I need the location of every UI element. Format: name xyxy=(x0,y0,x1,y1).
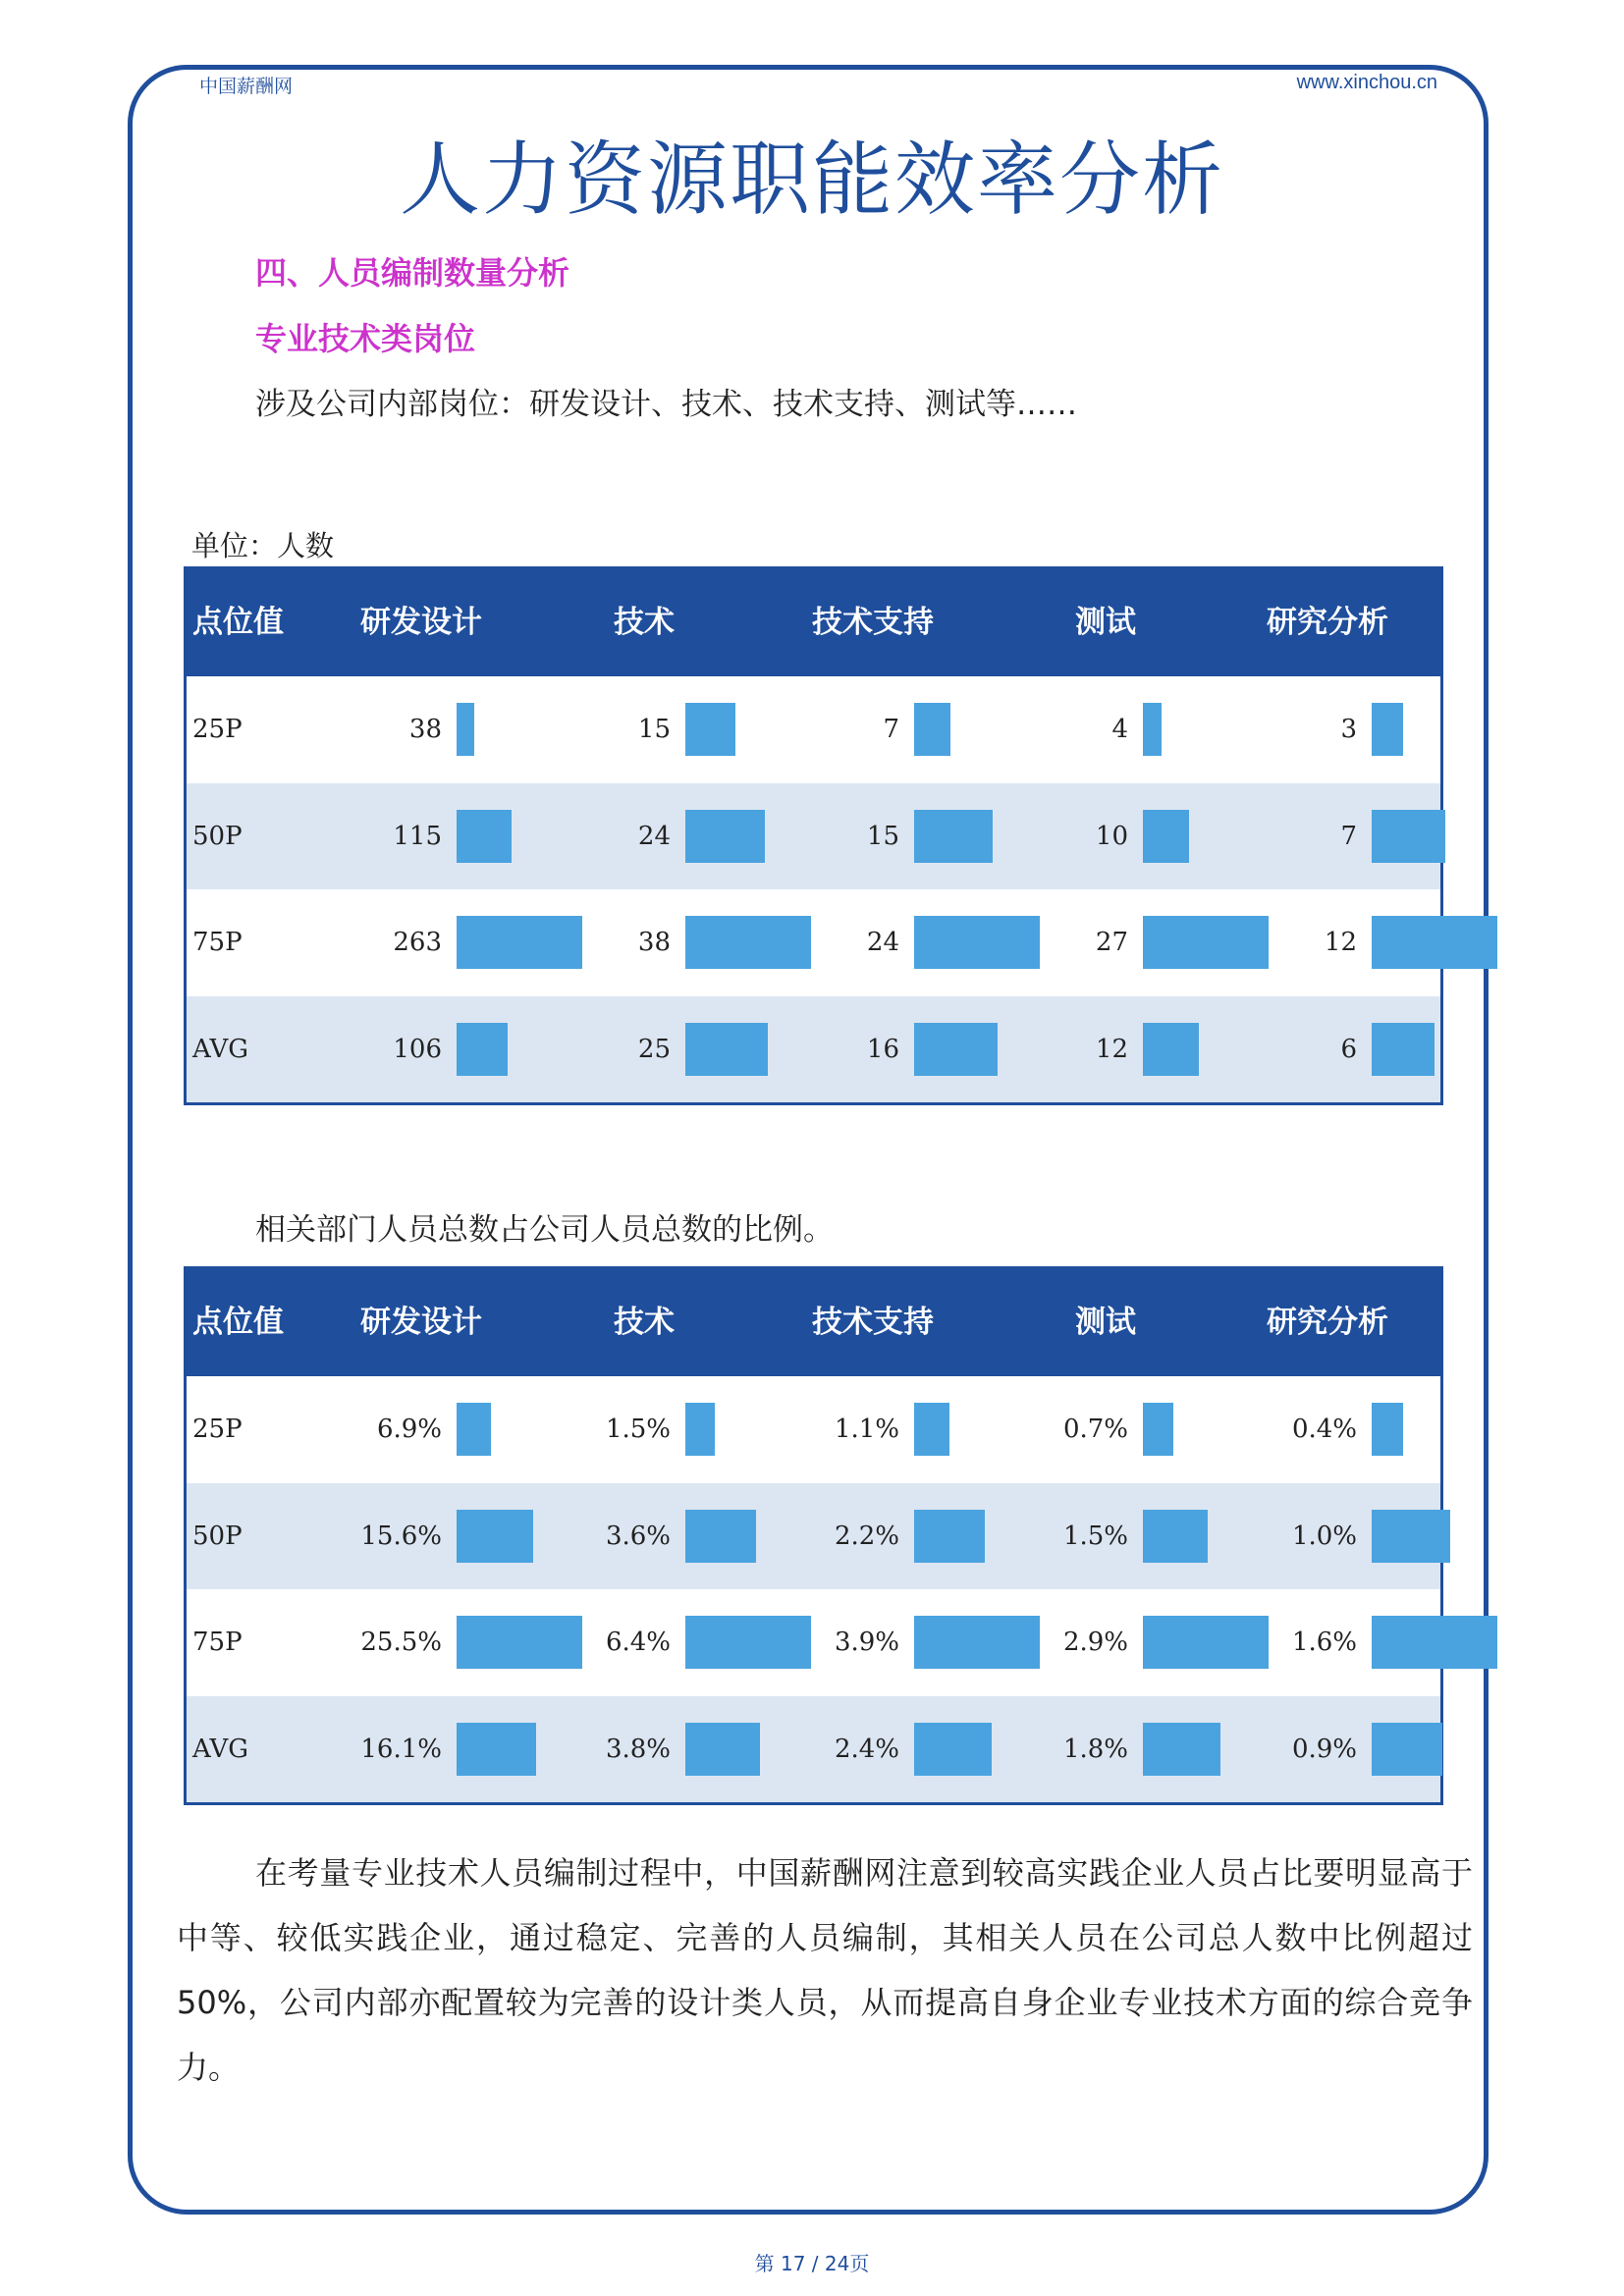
column-header: 技术 xyxy=(614,1305,675,1340)
row-label: AVG xyxy=(192,1734,249,1764)
cell-value: 3 xyxy=(1340,715,1357,744)
data-bar xyxy=(457,1403,491,1456)
cell-value: 24 xyxy=(866,928,899,957)
data-bar xyxy=(685,703,735,756)
header-url[interactable]: www.xinchou.cn xyxy=(1296,72,1437,93)
table-row xyxy=(187,783,1440,890)
column-header: 研究分析 xyxy=(1267,605,1388,640)
data-bar xyxy=(1372,916,1497,969)
cell-value: 0.9% xyxy=(1291,1734,1357,1764)
data-bar xyxy=(685,810,765,863)
data-bar xyxy=(1372,810,1445,863)
column-header: 点位值 xyxy=(192,605,284,640)
column-header: 测试 xyxy=(1075,1305,1136,1340)
table-header xyxy=(187,569,1440,676)
data-bar xyxy=(685,1510,756,1563)
cell-value: 3.9% xyxy=(834,1628,899,1657)
cell-value: 1.5% xyxy=(1062,1521,1128,1551)
cell-value: 106 xyxy=(393,1034,442,1064)
cell-value: 1.5% xyxy=(605,1415,671,1444)
row-label: 75P xyxy=(192,1628,243,1657)
column-header: 技术支持 xyxy=(812,1305,934,1340)
cell-value: 7 xyxy=(1340,821,1357,851)
cell-value: 15 xyxy=(637,715,671,744)
row-label: 25P xyxy=(192,1415,243,1444)
data-bar xyxy=(1143,1023,1199,1076)
page-number: 第 17 / 24页 xyxy=(754,2252,870,2275)
row-label: 75P xyxy=(192,928,243,957)
data-bar xyxy=(914,703,950,756)
column-header: 点位值 xyxy=(192,1305,284,1340)
data-bar xyxy=(914,1510,985,1563)
cell-value: 115 xyxy=(393,821,442,851)
cell-value: 6 xyxy=(1340,1034,1357,1064)
cell-value: 10 xyxy=(1095,821,1128,851)
page-title: 人力资源职能效率分析 xyxy=(399,133,1224,227)
subsection-heading: 专业技术类岗位 xyxy=(255,320,476,357)
cell-value: 15.6% xyxy=(360,1521,442,1551)
cell-value: 6.9% xyxy=(376,1415,442,1444)
data-bar xyxy=(1143,1403,1173,1456)
headcount-table xyxy=(184,566,1443,1105)
cell-value: 16.1% xyxy=(360,1734,442,1764)
cell-value: 16 xyxy=(866,1034,899,1064)
cell-value: 38 xyxy=(408,715,442,744)
table-row xyxy=(187,676,1440,783)
cell-value: 12 xyxy=(1095,1034,1128,1064)
cell-value: 0.7% xyxy=(1062,1415,1128,1444)
cell-value: 25.5% xyxy=(360,1628,442,1657)
cell-value: 2.9% xyxy=(1062,1628,1128,1657)
analysis-paragraph: 在考量专业技术人员编制过程中，中国薪酬网注意到较高实践企业人员占比要明显高于中等、较低实践企业，通过稳定、完善的人员编制，其相关人员在公司总人数中比例超过50%，公司内部亦配置较为完善的设计类人员，从而提高自身企业专业技术方面的综合竞争力。 xyxy=(177,1854,1473,2086)
data-bar xyxy=(1143,1510,1208,1563)
section-heading: 四、人员编制数量分析 xyxy=(255,254,570,292)
data-bar xyxy=(1372,1723,1442,1776)
cell-value: 24 xyxy=(637,821,671,851)
cell-value: 0.4% xyxy=(1291,1415,1357,1444)
column-header: 技术 xyxy=(614,605,675,640)
cell-value: 6.4% xyxy=(605,1628,671,1657)
column-header: 研发设计 xyxy=(360,1305,482,1340)
data-bar xyxy=(1143,810,1189,863)
cell-value: 15 xyxy=(866,821,899,851)
row-label: AVG xyxy=(192,1034,249,1064)
data-bar xyxy=(1143,1723,1220,1776)
cell-value: 3.6% xyxy=(605,1521,671,1551)
column-header: 测试 xyxy=(1075,605,1136,640)
table-row xyxy=(187,996,1440,1103)
data-bar xyxy=(1143,703,1162,756)
data-bar xyxy=(1372,1616,1497,1669)
data-bar xyxy=(1372,1510,1450,1563)
data-bar xyxy=(1372,1023,1435,1076)
row-label: 25P xyxy=(192,715,243,744)
table-row xyxy=(187,889,1440,996)
header-brand: 中国薪酬网 xyxy=(199,76,294,97)
data-bar xyxy=(457,703,474,756)
cell-value: 25 xyxy=(637,1034,671,1064)
table-row xyxy=(187,1589,1440,1696)
cell-value: 12 xyxy=(1324,928,1357,957)
data-bar xyxy=(685,1403,715,1456)
unit-label: 单位：人数 xyxy=(191,529,335,562)
cell-value: 3.8% xyxy=(605,1734,671,1764)
data-bar xyxy=(914,810,993,863)
table-header xyxy=(187,1269,1440,1376)
cell-value: 27 xyxy=(1095,928,1128,957)
data-bar xyxy=(914,1023,998,1076)
cell-value: 263 xyxy=(393,928,442,957)
cell-value: 7 xyxy=(883,715,899,744)
cell-value: 4 xyxy=(1111,715,1128,744)
cell-value: 1.0% xyxy=(1291,1521,1357,1551)
data-bar xyxy=(457,1023,508,1076)
column-header: 研究分析 xyxy=(1267,1305,1388,1340)
data-bar xyxy=(914,1403,949,1456)
data-bar xyxy=(457,1510,533,1563)
cell-value: 2.2% xyxy=(834,1521,899,1551)
intro-text: 涉及公司内部岗位：研发设计、技术、技术支持、测试等…… xyxy=(255,387,1077,422)
cell-value: 1.8% xyxy=(1062,1734,1128,1764)
data-bar xyxy=(457,1723,536,1776)
cell-value: 2.4% xyxy=(834,1734,899,1764)
cell-value: 1.1% xyxy=(834,1415,899,1444)
ratio-table xyxy=(184,1266,1443,1805)
data-bar xyxy=(914,1723,992,1776)
row-label: 50P xyxy=(192,821,243,851)
data-bar xyxy=(1372,703,1403,756)
table-row xyxy=(187,1483,1440,1590)
data-bar xyxy=(457,810,512,863)
row-label: 50P xyxy=(192,1521,243,1551)
table-row xyxy=(187,1376,1440,1483)
data-bar xyxy=(1372,1403,1403,1456)
table-row xyxy=(187,1696,1440,1803)
column-header: 技术支持 xyxy=(812,605,934,640)
data-bar xyxy=(685,1023,768,1076)
data-bar xyxy=(685,1723,760,1776)
column-header: 研发设计 xyxy=(360,605,482,640)
ratio-note: 相关部门人员总数占公司人员总数的比例。 xyxy=(255,1212,834,1248)
cell-value: 38 xyxy=(637,928,671,957)
cell-value: 1.6% xyxy=(1291,1628,1357,1657)
